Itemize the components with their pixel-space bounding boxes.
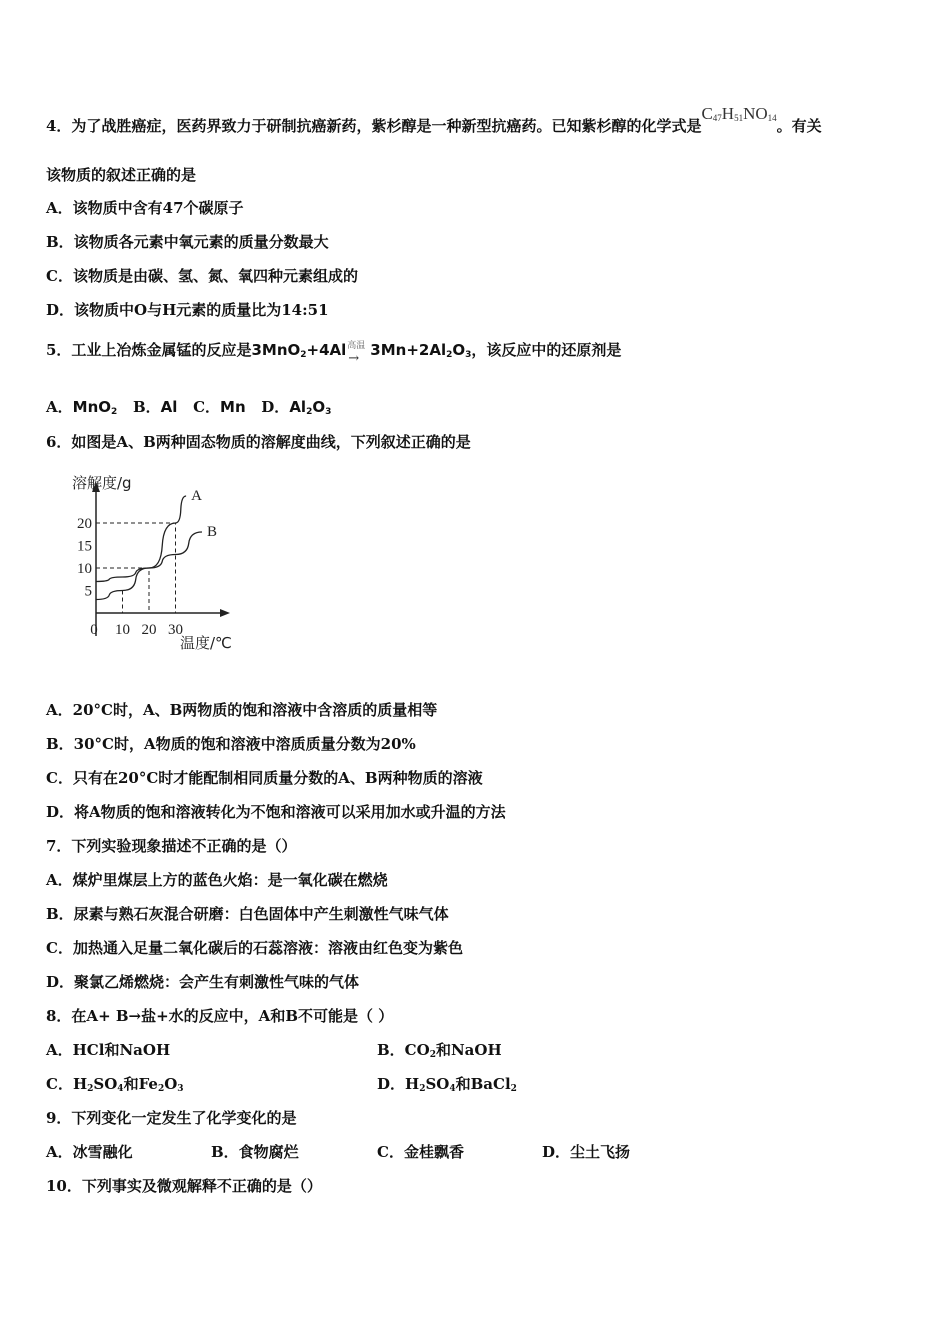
q4-formula: $C_{47}H_{51}NO_{14}$: [701, 104, 777, 123]
q7-option-b[interactable]: B．尿素与熟石灰混合研磨：白色固体中产生刺激性气味气体: [46, 905, 449, 923]
curve-a: [96, 496, 186, 600]
solubility-curve-chart: [66, 470, 256, 660]
q4-option-b[interactable]: B．该物质各元素中氧元素的质量分数最大: [46, 233, 329, 251]
y-tick-label: 15: [77, 538, 92, 555]
q9-stem: 9．下列变化一定发生了化学变化的是: [46, 1109, 297, 1127]
q8-option-c[interactable]: C．$H_2SO_4$和$Fe_2O_3$: [46, 1075, 184, 1094]
q4-option-a[interactable]: A．该物质中含有47个碳原子: [46, 199, 244, 217]
x-tick-label: 10: [115, 622, 130, 638]
q8-option-a[interactable]: A．HCl和NaOH: [46, 1041, 171, 1059]
q4-stem-part1: 4．为了战胜癌症，医药界致力于研制抗癌新药，紫杉醇是一种新型抗癌药。已知紫杉醇的化学式是: [46, 117, 702, 135]
curve-label-a: A: [191, 488, 202, 504]
q10-stem: 10．下列事实及微观解释不正确的是（）: [46, 1177, 322, 1195]
q7-option-a[interactable]: A．煤炉里煤层上方的蓝色火焰：是一氧化碳在燃烧: [46, 871, 388, 889]
q8-stem: 8．在A+ B→盐+水的反应中，A和B不可能是（ ）: [46, 1007, 394, 1025]
q7-option-d[interactable]: D．聚氯乙烯燃烧：会产生有刺激性气味的气体: [46, 973, 360, 991]
q5-option-b[interactable]: B．Al: [132, 398, 178, 416]
x-tick-label: 0: [90, 622, 98, 638]
q7-stem: 7．下列实验现象描述不正确的是（）: [46, 837, 297, 855]
reaction-condition: 高温 →: [346, 340, 370, 360]
q4-stem-line2: 该物质的叙述正确的是: [46, 166, 197, 184]
y-axis-label: 溶解度/g: [72, 474, 132, 492]
q9-option-b[interactable]: B．食物腐烂: [211, 1143, 299, 1161]
y-tick-label: 20: [77, 516, 92, 532]
q6-option-d[interactable]: D．将A物质的饱和溶液转化为不饱和溶液可以采用加水或升温的方法: [46, 803, 506, 821]
q5-option-d[interactable]: D．$Al_2O_3$: [261, 398, 332, 417]
q6-option-a[interactable]: A．20°C时，A、B两物质的饱和溶液中含溶质的质量相等: [46, 701, 438, 719]
x-tick-label: 30: [168, 622, 183, 638]
x-axis-arrow-icon: [220, 609, 230, 617]
q5-options: [46, 397, 331, 422]
q5-option-a[interactable]: A．MnO$_2$: [46, 398, 118, 417]
q6-option-b[interactable]: B．30°C时，A物质的饱和溶液中溶质质量分数为20%: [46, 735, 416, 753]
y-tick-label: 5: [84, 583, 92, 600]
q9-option-a[interactable]: A．冰雪融化: [46, 1143, 133, 1161]
q9-option-d[interactable]: D．尘土飞扬: [542, 1143, 631, 1161]
curve-label-b: B: [207, 524, 218, 540]
q6-option-c[interactable]: C．只有在20°C时才能配制相同质量分数的A、B两种物质的溶液: [46, 769, 483, 787]
q8-option-b[interactable]: B．$CO_2$和NaOH: [377, 1041, 502, 1060]
reaction-arrow-icon: →: [348, 351, 360, 366]
q4-option-d[interactable]: D．该物质中O与H元素的质量比为14:51: [46, 301, 329, 319]
x-axis-label: 温度/℃: [180, 634, 232, 652]
q5-stem: 5．工业上冶炼金属锰的反应是3MnO$_2$+4Al 高温 → $3Mn+2Al_2O_3$，该反应中的还原剂是: [46, 340, 621, 365]
q4-stem-line1: [46, 104, 822, 140]
q4-option-c[interactable]: C．该物质是由碳、氢、氮、氧四种元素组成的: [46, 267, 358, 285]
y-tick-label: 10: [77, 561, 92, 577]
q8-option-d[interactable]: D．$H_2SO_4$和BaCl$_2$: [377, 1075, 517, 1094]
q4-stem-part2: 。有关: [776, 117, 822, 135]
q5-option-c[interactable]: C．Mn: [193, 398, 246, 416]
q9-option-c[interactable]: C．金桂飘香: [377, 1143, 464, 1161]
x-tick-label: 20: [141, 622, 157, 638]
q6-stem: 6．如图是A、B两种固态物质的溶解度曲线，下列叙述正确的是: [46, 433, 471, 451]
q7-option-c[interactable]: C．加热通入足量二氧化碳后的石蕊溶液：溶液由红色变为紫色: [46, 939, 463, 957]
